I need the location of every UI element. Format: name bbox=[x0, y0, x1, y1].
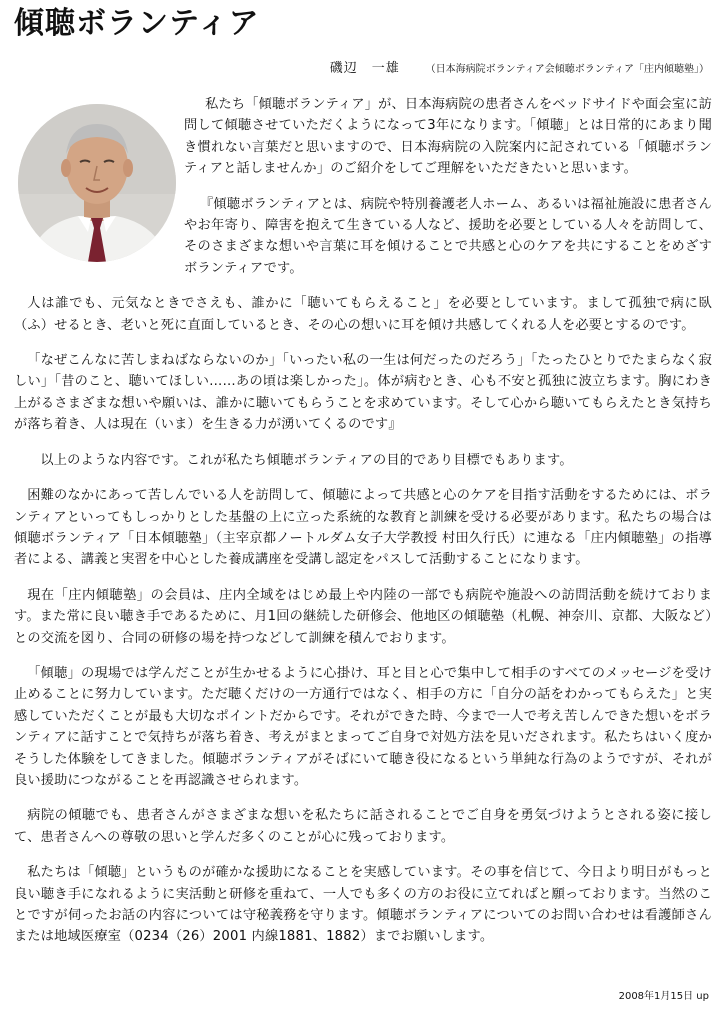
paragraph-purpose: 以上のような内容です。これが私たち傾聴ボランティアの目的であり目標でもあります。 bbox=[40, 452, 573, 468]
paragraph-contact: 私たちは「傾聴」というものが確かな援助になることを実感しています。その事を信じて、今日より明日がもっと良い聴き手になれるように実活動と研修を重ねて、一人でも多くの方のお役に立てればと願っております。当然のことですが伺ったお話の内容については守秘義務を守ります。傾聴ボランティアについてのお問い合わせは看護師さんまたは地域医療室（0234（26）2001 内線1881、1882）までお願いします。 bbox=[14, 865, 712, 945]
paragraph-members: 現在「庄内傾聴塾」の会員は、庄内全域をはじめ最上や内陸の一部でも病院や施設への訪問活動を続けております。また常に良い聴き手であるために、月1回の継続した研修会、他地区の傾聴塾（札幌、神奈川、京都、大阪など）との交流を図り、合同の研修の場を持つなどして訓練を積んでおります。 bbox=[14, 587, 712, 646]
author-line bbox=[330, 60, 709, 78]
paragraph-quote-need: 人は誰でも、元気なときでさえも、誰かに「聴いてもらえること」を必要としています。まして孤独で病に臥（ふ）せるとき、老いと死に直面しているとき、その心の想いに耳を傾け共感してくれる人を必要とするのです。 bbox=[14, 296, 712, 333]
paragraph-hospital: 病院の傾聴でも、患者さんがさまざまな想いを私たちに話されることでご自身を勇気づけようとされる姿に接して、患者さんへの尊敬の思いと学んだ多くのことが心に残っております。 bbox=[14, 808, 712, 845]
paragraph-intro: 私たち「傾聴ボランティア」が、日本海病院の患者さんをベッドサイドや面会室に訪問して傾聴させていただくようになって3年になります。「傾聴」とは日常的にあまり聞き慣れない言葉だと思いますので、日本海病院の入院案内に記されている「傾聴ボランティアと話しませんか」のご紹介をしてご理解をいただきたいと思います。 bbox=[184, 97, 712, 177]
page-title: 傾聴ボランティア bbox=[14, 6, 260, 41]
author-name: 磯辺 一雄 bbox=[329, 61, 400, 76]
paragraph-quote-definition: 『傾聴ボランティアとは、病院や特別養護老人ホーム、あるいは福祉施設に患者さんやお年寄り、障害を抱えて生きている人など、援助を必要としている人々を訪問して、そのさまざまな想いや言葉に耳を傾けることで共感と心のケアを共にすることをめざすボランティアです。 bbox=[184, 196, 712, 276]
article-body bbox=[14, 94, 712, 962]
update-date: 2008年1月15日 up bbox=[618, 991, 709, 1002]
paragraph-quote-voices: 「なぜこんなに苦しまねばならないのか」「いったい私の一生は何だったのだろう」「たったひとりでたまらなく寂しい」「昔のこと、聴いてほしい……あの頃は楽しかった」。体が病むとき、心も不安と孤独に波立ちます。胸にわき上がるさまざまな想いや願いは、誰かに聴いてもらうことを求めています。そして心から聴いてもらえたとき気持ちが落ち着き、人は現在（いま）を生きる力が湧いてくるのです』 bbox=[14, 353, 712, 433]
paragraph-practice: 「傾聴」の現場では学んだことが生かせるように心掛け、耳と目と心で集中して相手のすべてのメッセージを受け止めることに努力しています。ただ聴くだけの一方通行ではなく、相手の方に「自分の話をわかってもらえた」と実感していただくことが最も大切なポイントだからです。それができた時、今まで一人で考え苦しんできた想いをボランティアに話すことで気持ちが落ち着き、考えがまとまってご自身で対処方法を見いだされます。私たちはいく度かそうした体験をしてきました。傾聴ボランティアがそばにいて聴き役になるという単純な行為のようですが、それが良い援助につながることを再認識させられます。 bbox=[14, 665, 712, 788]
portrait-float-space bbox=[14, 94, 184, 284]
paragraph-training: 困難のなかにあって苦しんでいる人を訪問して、傾聴によって共感と心のケアを目指す活動をするためには、ボランティアといってもしっかりとした基盤の上に立った系統的な教育と訓練を受ける必要があります。私たちの場合は傾聴ボランティア「日本傾聴塾」（主宰京都ノートルダム女子大学教授 村田久行氏）に連なる「庄内傾聴塾」の指導者による、講義と実習を中心とした養成講座を受講し認定をパスして活動することになります。 bbox=[14, 488, 712, 568]
author-affiliation: （日本海病院ボランティア会傾聴ボランティア「庄内傾聴塾」） bbox=[425, 64, 709, 75]
